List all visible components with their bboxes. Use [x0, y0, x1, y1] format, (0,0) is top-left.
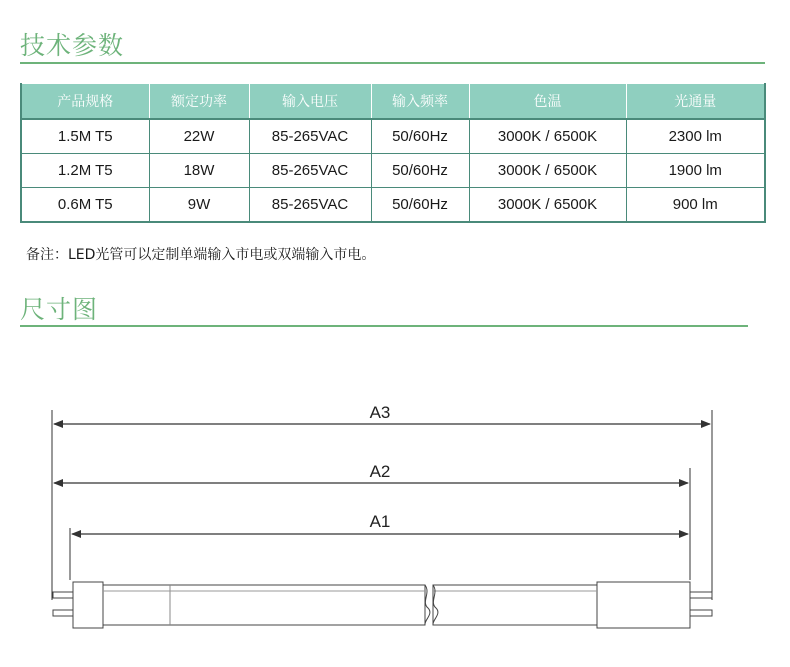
- cell-voltage: 85-265VAC: [249, 154, 371, 188]
- header-cell-color-temp: 色温: [469, 84, 626, 120]
- end-cap-right: [597, 582, 690, 628]
- header-cell-frequency: 输入频率: [371, 84, 469, 120]
- dimension-label-a3: A3: [369, 403, 391, 422]
- cell-model: 1.5M T5: [21, 119, 149, 154]
- cell-color-temp: 3000K / 6500K: [469, 188, 626, 223]
- cell-voltage: 85-265VAC: [249, 119, 371, 154]
- cell-voltage: 85-265VAC: [249, 188, 371, 223]
- header-cell-luminous-flux: 光通量: [626, 84, 765, 120]
- cell-power: 18W: [149, 154, 249, 188]
- cell-frequency: 50/60Hz: [371, 154, 469, 188]
- cell-power: 22W: [149, 119, 249, 154]
- dimension-label-a2: A2: [369, 462, 391, 481]
- dimension-label-a1: A1: [369, 512, 391, 531]
- spec-section-rule: [20, 62, 765, 64]
- note-text: 备注：LED光管可以定制单端输入市电或双端输入市电。: [26, 247, 376, 263]
- cell-model: 0.6M T5: [21, 188, 149, 223]
- cell-luminous-flux: 900 lm: [626, 188, 765, 223]
- tube-dimension-diagram: [0, 380, 790, 667]
- led-tube-drawing: [53, 582, 712, 628]
- spec-table: [20, 83, 766, 223]
- end-cap-left: [73, 582, 103, 628]
- dimension-section-rule: [20, 325, 748, 327]
- table-row: [21, 154, 765, 188]
- header-cell-voltage: 输入电压: [249, 84, 371, 120]
- pin-right-top-shape: [690, 592, 712, 598]
- table-row: [21, 188, 765, 223]
- cell-luminous-flux: 1900 lm: [626, 154, 765, 188]
- table-row: [21, 119, 765, 154]
- dimension-a1: [72, 512, 688, 534]
- spec-table-header-row: [21, 84, 765, 120]
- cell-model: 1.2M T5: [21, 154, 149, 188]
- header-cell-model: 产品规格: [21, 84, 149, 120]
- pin-right-bottom-shape: [690, 610, 712, 616]
- cell-power: 9W: [149, 188, 249, 223]
- dimension-a2: [54, 462, 688, 483]
- cell-color-temp: 3000K / 6500K: [469, 154, 626, 188]
- dimension-a3: [54, 403, 710, 424]
- cell-color-temp: 3000K / 6500K: [469, 119, 626, 154]
- cell-frequency: 50/60Hz: [371, 119, 469, 154]
- header-cell-power: 额定功率: [149, 84, 249, 120]
- break-line-left: [425, 585, 430, 625]
- pin-left-top-shape: [53, 592, 73, 598]
- cell-luminous-flux: 2300 lm: [626, 119, 765, 154]
- extension-lines: [52, 410, 712, 600]
- pin-left-bottom-shape: [53, 610, 73, 616]
- cell-frequency: 50/60Hz: [371, 188, 469, 223]
- dimension-section-title: 尺寸图: [20, 295, 99, 324]
- spec-section-title: 技术参数: [20, 31, 125, 60]
